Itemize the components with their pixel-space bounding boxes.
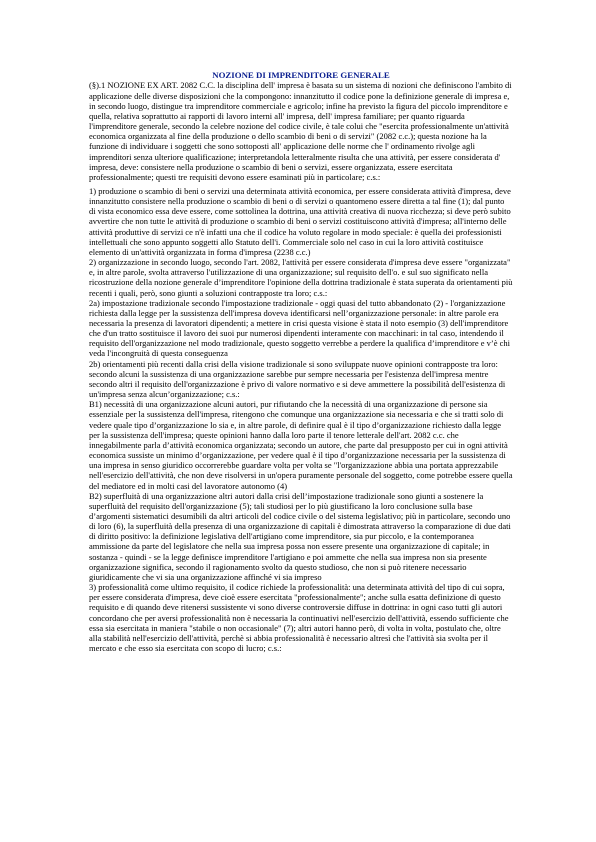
- paragraph-professionalita: 3) professionalità come ultimo requisito, il codice richiede la professionalità: una determinata attività del tipo di cui sopra, per essere considerata d'impresa, deve cioè essere esercitata "professionalmente"; anche sulla esatta definizione di questo requisito e di quando deve ritenersi sussistente vi sono diverse controversie diffuse in dottrina: in ogni caso tutti gli autori concordano che per aversi professionalità non è necessaria la continuativi nell'esercizio dell'attività, essendo sufficiente che essa sia esercitata in maniera "stabile o non occasionale" (7); altri autori hanno però, di volta in volta, postulato che, oltre alla stabilità nell'esercizio dell'attività, perchè si abbia professionalità è necessario altresì che l'attività sia svolta per il mercato e che esso sia esercitata con scopo di lucro; c.s.:: [89, 582, 509, 653]
- document-page: [89, 70, 513, 653]
- paragraph-orientamenti-recenti: 2b) orientamenti più recenti dalla crisi della visione tradizionale si sono sviluppate nuove opinioni contrapposte tra loro: secondo alcuni la sussistenza di una organizzazione sarebbe pur sempre necessaria per l'esistenza dell'impresa mentre secondo altri il requisito dell'organizzazione è privo di valore normativo e si deve ammettere la possibilità dell'esistenza di un'impresa senza alcun’organizzazione; c.s.:: [89, 358, 506, 400]
- paragraph-necessita-organizzazione: B1) necessità di una organizzazione alcuni autori, pur rifiutando che la necessità di una organizzazione di persone sia essenziale per la sussistenza dell'impresa, ritengono che comunque una organizzazione sia necessaria e che si tratti solo di vedere quale tipo d’organizzazione lo sia e, in altre parole, di definire qual è il tipo d’organizzazione richiesto dalla legge per la sussistenza dell'impresa; queste opinioni hanno dalla loro parte il tenore letterale dell'art. 2082 c.c. che innegabilmente parla d’attività economica organizzata; secondo un autore, che parte dal presupposto per cui in ogni attività economica sussiste un minimo d’organizzazione, per vedere qual è il tipo d’organizzazione necessaria per la sussistenza di una impresa in senso giuridico occorrerebbe guardare volta per volta se "l'organizzazione abbia una portata apprezzabile nell'esercizio dell'attività, che non deve risolversi in un'opera puramente personale del soggetto, come potrebbe essere quella del mediatore ed in molti casi del lavoratore autonomo (4): [89, 399, 513, 491]
- paragraph-intro: (§).1 NOZIONE EX ART. 2082 C.C. la disciplina dell' impresa è basata su un sistema di nozioni che definiscono l'ambito di applicazione delle diverse disposizioni che la compongono: innanzitutto il codice pone la definizione generale di impresa e, in secondo luogo, distingue tra imprenditore commerciale e agricolo; infine ha previsto la figura del piccolo imprenditore e quella, relativa soprattutto ai rapporti di lavoro interni all' impresa, dell' impresa familiare; per quanto riguarda l'imprenditore generale, secondo la celebre nozione del codice civile, è tale colui che "esercita professionalmente un'attività economica organizzata al fine della produzione o dello scambio di beni o di servizi" (2082 c.c.); questa nozione ha la funzione di individuare i soggetti che sono sottoposti all' applicazione delle norme che l' ordinamento rivolge agli imprenditori senza ulteriore qualificazione; interpretandola letteralmente risulta che una attività, per essere considerata d' impresa, deve: consistere nella produzione o scambio di beni o servizi, essere organizzata, essere esercitata professionalmente; questi tre requisiti devono essere esaminati più in particolare; c.s.:: [89, 80, 512, 182]
- paragraph-organizzazione: 2) organizzazione in secondo luogo, secondo l'art. 2082, l'attività per essere considerata d'impresa deve essere "organizzata" e, in altre parole, svolta attraverso l'utilizzazione di una organizzazione; sul requisito dell'o. e sul suo significato nella ricostruzione della nozione generale d’imprenditore l'opinione della dottrina tradizionale è stata superata da orientamenti più recenti i quali, però, sono giunti a soluzioni contrapposte tra loro; c.s.:: [89, 257, 513, 298]
- paragraph-impostazione-tradizionale: 2a) impostazione tradizionale secondo l'impostazione tradizionale - oggi quasi del tutto abbandonato (2) - l'organizzazione richiesta dalla legge per la sussistenza dell'impresa doveva identificarsi nell’organizzazione personale: in altre parole era necessaria la presenza di lavoratori dipendenti; a mettere in crisi questa visione è stata il noto esempio (3) dell'imprenditore che d'un tratto sostituisce il lavoro dei suoi pur numerosi dipendenti interamente con macchinari: in tal caso, intendendo il requisito dell'organizzazione nel modo tradizionale, questo soggetto verrebbe a perdere la qualifica d’imprenditore e v’è chi veda l'incongruità di questa conseguenza: [89, 297, 511, 359]
- paragraph-superfluita-organizzazione: B2) superfluità di una organizzazione altri autori dalla crisi dell’impostazione tradizionale sono giunti a sostenere la superfluità del requisito dell'organizzazione (5); tali studiosi per lo più giustificano la loro conclusione sulla base d’argomenti sistematici desumibili da altri articoli del codice civile o del sistema legislativo; più in particolare, secondo uno di loro (6), la superfluità della presenza di una organizzazione di capitali è dimostrata attraverso la comparazione di due dati di diritto positivo: la definizione legislativa dell'artigiano come imprenditore, sia pur piccolo, e la contemporanea ammissione da parte del legislatore che nella sua impresa possa non essere presente una organizzazione di capitale; in sostanza - quindi - se la legge definisce imprenditore l'artigiano e poi ammette che nella sua impresa non sia presente organizzazione significa, secondo il ragionamento svolto da questo studioso, che non si può ritenere necessario giuridicamente che vi sia una organizzazione affinché vi sia impreso: [89, 490, 511, 582]
- document-title: NOZIONE DI IMPRENDITORE GENERALE: [212, 70, 390, 80]
- paragraph-produzione: 1) produzione o scambio di beni o servizi una determinata attività economica, per essere considerata attività d'impresa, deve innanzitutto consistere nella produzione o scambio di beni o di servizi o quantomeno essere diretta a tal fine (1); dal punto di vista economico essa deve essere, come sottolinea la dottrina, una attività creativa di nuova ricchezza; si deve però subito avvertire che non tutte le attività di produzione o scambio di beni o servizi costituiscono attività d'impresa; all'interno delle attività produttive di servizi ce n'è infatti una che il codice ha voluto regolare in modo speciale: è quella dei professionisti intellettuali che sono appunto soggetti allo Statuto dell'i. Commerciale solo nel caso in cui la loro attività costituisce elemento di un'attività organizzata in forma d'impresa (2238 c.c.): [89, 185, 511, 257]
